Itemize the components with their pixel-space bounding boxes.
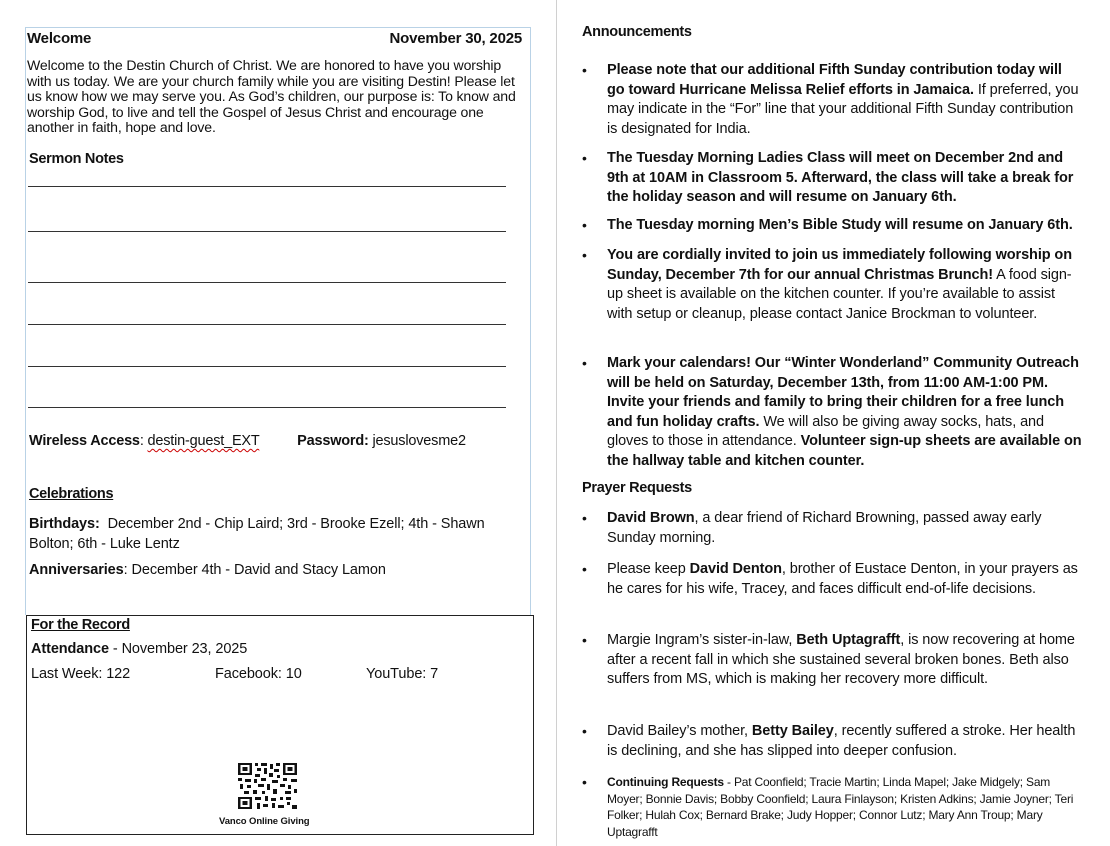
prayer-text: , recently suffered a stroke. Her health is declining, and she has slipped into deeper confusion. (607, 723, 1076, 759)
prayer-text: Please keep (607, 561, 690, 577)
wireless-password: jesuslovesme2 (372, 433, 466, 449)
prayer-item (582, 509, 1082, 548)
facebook-count: Facebook: 10 (215, 666, 302, 682)
prayer-name: David Brown (607, 510, 695, 526)
announcement-item (582, 246, 1082, 324)
announcement-bold: Please note that our additional Fifth Sunday contribution today will go toward Hurricane Melissa Relief efforts in Jamaica. (607, 62, 1062, 98)
announcement-item (582, 61, 1082, 139)
prayer-text: , brother of Eustace Denton, in your prayers as he cares for his wife, Tracey, and faces difficult end-of-life decisions. (607, 561, 1078, 597)
announcement-item (582, 149, 1082, 208)
attendance: Attendance - November 23, 2025 (31, 641, 248, 657)
vanco-online-giving-label: Vanco Online Giving (219, 816, 310, 827)
page-divider (556, 0, 557, 846)
announcement-text: If preferred, you may indicate in the “For” line that your additional Fifth Sunday contribution is designated for India. (607, 81, 1079, 137)
wireless-label: Wireless Access (29, 433, 140, 449)
note-line (28, 366, 506, 367)
record-heading: For the Record (31, 617, 130, 633)
bullet-icon: • (582, 774, 587, 790)
continuing-requests-list: - Pat Coonfield; Tracie Martin; Linda Mapel; Jake Midgely; Sam Moyer; Bonnie Davis; Bobby Coonfield; Laura Finlayson; Kristen Adkins; Jamie Joyner; Teri Folker; Hulah Cox; Bernard Brake; Judy Hopper; Connor Lutz; Mary Ann Troup; Mary Uptagrafft (607, 775, 1074, 839)
bullet-icon: • (582, 561, 587, 577)
prayer-requests-heading: Prayer Requests (582, 480, 692, 496)
bullet-icon: • (582, 217, 587, 233)
announcement-bold: You are cordially invited to join us immediately following worship on Sunday, December 7th for our annual Christmas Brunch! (607, 247, 1072, 283)
prayer-item (582, 722, 1082, 761)
password-label: Password: (297, 433, 369, 449)
sermon-notes-heading: Sermon Notes (29, 151, 124, 167)
note-line (28, 186, 506, 187)
prayer-item (582, 631, 1082, 690)
wireless-network: destin-guest_EXT (147, 433, 260, 449)
prayer-text: , a dear friend of Richard Browning, passed away early Sunday morning. (607, 510, 1042, 546)
note-line (28, 324, 506, 325)
anniversaries-label: Anniversaries (29, 562, 124, 578)
announcement-bold: Volunteer sign-up sheets are available on the hallway table and kitchen counter. (607, 433, 1082, 469)
welcome-header (27, 30, 522, 47)
bullet-icon: • (582, 62, 587, 78)
announcement-item (582, 216, 1082, 236)
prayer-name: David Denton (689, 561, 782, 577)
announcement-bold: The Tuesday morning Men’s Bible Study will resume on January 6th. (607, 217, 1073, 233)
announcement-bold: The Tuesday Morning Ladies Class will meet on December 2nd and 9th at 10AM in Classroom 5. Afterward, the class will take a break for the holiday season and will resume on January 6th. (607, 150, 1074, 206)
bullet-icon: • (582, 510, 587, 526)
welcome-heading: Welcome (27, 30, 92, 47)
announcements-heading: Announcements (582, 24, 692, 40)
prayer-item (582, 560, 1082, 599)
bullet-icon: • (582, 247, 587, 263)
bullet-icon: • (582, 355, 587, 371)
last-week-count: Last Week: 122 (31, 666, 131, 682)
attendance-date: November 23, 2025 (121, 641, 248, 657)
bulletin-date: November 30, 2025 (389, 30, 522, 47)
anniversaries: Anniversaries: December 4th - David and Stacy Lamon (29, 562, 386, 578)
announcement-bold: Mark your calendars! Our “Winter Wonderland” Community Outreach will be held on Saturday, December 13th, from 11:00 AM-1:00 PM. Invite your friends and family to bring their children for a free lunch and fun holiday crafts. (607, 355, 1079, 430)
birthdays-list: December 2nd - Chip Laird; 3rd - Brooke Ezell; 4th - Shawn Bolton; 6th - Luke Lentz (29, 516, 485, 552)
attendance-label: Attendance (31, 641, 109, 657)
prayer-name: Betty Bailey (751, 723, 834, 739)
welcome-text: Welcome to the Destin Church of Christ. We are honored to have you worship with us today. We are your church family while you are visiting Destin! Please let us know how we may serve you. As God’s children, our purpose is: To know and worship God, to live and tell the Gospel of Jesus Christ and encourage one another in faith, hope and love. (27, 57, 516, 135)
prayer-text: Margie Ingram’s sister-in-law, (607, 632, 797, 648)
bullet-icon: • (582, 632, 587, 648)
birthdays (29, 514, 524, 554)
bullet-icon: • (582, 723, 587, 739)
birthdays-label: Birthdays: (29, 516, 100, 532)
announcement-item (582, 354, 1082, 472)
prayer-text: David Bailey’s mother, (607, 723, 752, 739)
announcement-text: We will also be giving away socks, hats, and gloves to those in attendance. (607, 413, 1044, 450)
bullet-icon: • (582, 150, 587, 166)
wireless-access: Wireless Access: destin-guest_EXT Password: jesuslovesme2 (29, 433, 466, 449)
anniversaries-list: December 4th - David and Stacy Lamon (131, 562, 386, 578)
youtube-count: YouTube: 7 (366, 666, 439, 682)
celebrations-heading: Celebrations (29, 486, 114, 502)
note-line (28, 407, 506, 408)
prayer-text: , is now recovering at home after a recent fall in which she sustained several broken bones. Beth also suffers from MS, which is making her recovery more difficult. (607, 632, 1075, 688)
announcement-text: A food sign-up sheet is available on the kitchen counter. If you’re available to assist with setup or cleanup, please contact Janice Brockman to volunteer. (607, 266, 1072, 322)
note-line (28, 231, 506, 232)
continuing-requests-item (582, 774, 1082, 840)
continuing-requests-label: Continuing Requests (607, 775, 724, 789)
prayer-name: Beth Uptagrafft (796, 632, 901, 648)
qr-code-icon[interactable] (237, 762, 298, 810)
note-line (28, 282, 506, 283)
